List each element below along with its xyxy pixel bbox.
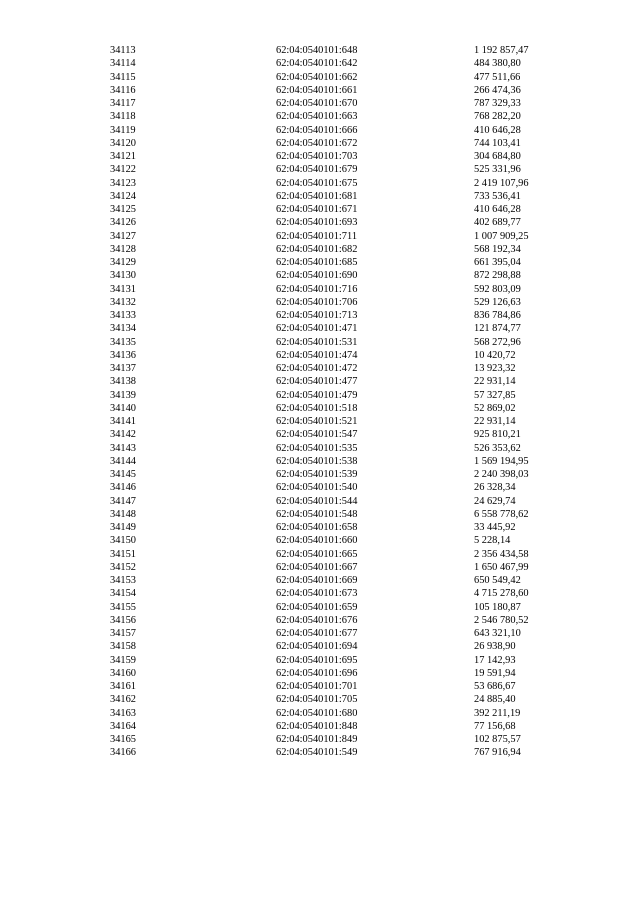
cadastral-number: 62:04:0540101:535 <box>276 442 358 454</box>
cadastral-value: 102 875,57 <box>474 734 521 745</box>
cadastral-value: 568 192,34 <box>474 243 521 255</box>
row-number: 34150 <box>110 535 136 547</box>
cadastral-value: 1 650 467,99 <box>474 561 529 573</box>
cadastral-number: 62:04:0540101:680 <box>276 707 358 719</box>
cadastral-number: 62:04:0540101:705 <box>276 694 358 706</box>
row-number: 34128 <box>110 243 136 255</box>
row-number: 34135 <box>110 336 136 348</box>
cadastral-number: 62:04:0540101:672 <box>276 137 358 149</box>
cadastral-value: 410 646,28 <box>474 124 521 136</box>
row-number: 34145 <box>110 469 136 480</box>
cadastral-value: 529 126,63 <box>474 296 521 308</box>
cadastral-value: 26 328,34 <box>474 482 516 494</box>
row-number: 34130 <box>110 270 136 282</box>
cadastral-value: 53 686,67 <box>474 681 516 692</box>
cadastral-value: 872 298,88 <box>474 270 521 282</box>
cadastral-number: 62:04:0540101:539 <box>276 469 358 480</box>
cadastral-number: 62:04:0540101:696 <box>276 667 358 679</box>
cadastral-value: 568 272,96 <box>474 336 521 348</box>
row-number: 34152 <box>110 561 136 573</box>
table-row <box>0 336 640 349</box>
table-row <box>0 230 640 243</box>
cadastral-number: 62:04:0540101:662 <box>276 71 358 83</box>
cadastral-number: 62:04:0540101:660 <box>276 535 358 547</box>
cadastral-number: 62:04:0540101:848 <box>276 720 358 732</box>
cadastral-value: 526 353,62 <box>474 442 521 454</box>
row-number: 34160 <box>110 667 136 679</box>
row-number: 34133 <box>110 310 136 321</box>
table-row <box>0 548 640 561</box>
table-row <box>0 495 640 508</box>
table-row <box>0 349 640 362</box>
row-number: 34113 <box>110 45 136 56</box>
table-row <box>0 389 640 402</box>
cadastral-number: 62:04:0540101:669 <box>276 575 358 586</box>
cadastral-value: 4 715 278,60 <box>474 588 529 600</box>
table-row <box>0 256 640 269</box>
table-row <box>0 455 640 468</box>
cadastral-number: 62:04:0540101:701 <box>276 681 358 692</box>
cadastral-number: 62:04:0540101:663 <box>276 111 358 123</box>
table-row <box>0 190 640 203</box>
table-row <box>0 415 640 428</box>
cadastral-number: 62:04:0540101:479 <box>276 389 358 401</box>
cadastral-number: 62:04:0540101:665 <box>276 548 358 560</box>
cadastral-value: 6 558 778,62 <box>474 508 529 520</box>
cadastral-number: 62:04:0540101:659 <box>276 601 358 613</box>
row-number: 34154 <box>110 588 136 600</box>
cadastral-number: 62:04:0540101:849 <box>276 734 358 745</box>
cadastral-value: 484 380,80 <box>474 58 521 70</box>
cadastral-value: 22 931,14 <box>474 416 516 427</box>
cadastral-number: 62:04:0540101:675 <box>276 177 358 189</box>
cadastral-number: 62:04:0540101:671 <box>276 204 358 215</box>
cadastral-number: 62:04:0540101:648 <box>276 45 358 56</box>
table-row <box>0 71 640 84</box>
row-number: 34151 <box>110 548 136 560</box>
cadastral-value: 52 869,02 <box>474 402 516 414</box>
table-row <box>0 587 640 600</box>
cadastral-number: 62:04:0540101:685 <box>276 257 358 268</box>
table-row <box>0 269 640 282</box>
cadastral-number: 62:04:0540101:670 <box>276 98 358 109</box>
cadastral-value: 925 810,21 <box>474 429 521 441</box>
cadastral-value: 22 931,14 <box>474 376 516 388</box>
table-row <box>0 309 640 322</box>
table-row <box>0 746 640 759</box>
cadastral-number: 62:04:0540101:540 <box>276 482 358 494</box>
row-number: 34147 <box>110 495 136 507</box>
cadastral-number: 62:04:0540101:695 <box>276 654 358 666</box>
row-number: 34140 <box>110 402 136 414</box>
table-row <box>0 574 640 587</box>
row-number: 34136 <box>110 349 136 361</box>
table-row <box>0 57 640 70</box>
row-number: 34115 <box>110 71 136 83</box>
table-row <box>0 97 640 110</box>
table-row <box>0 375 640 388</box>
row-number: 34141 <box>110 416 136 427</box>
table-row <box>0 654 640 667</box>
row-number: 34118 <box>110 111 136 123</box>
cadastral-number: 62:04:0540101:658 <box>276 522 358 533</box>
cadastral-value: 1 007 909,25 <box>474 230 529 242</box>
cadastral-number: 62:04:0540101:693 <box>276 217 358 229</box>
table-row <box>0 521 640 534</box>
table-row <box>0 124 640 137</box>
row-number: 34157 <box>110 628 136 639</box>
row-number: 34116 <box>110 84 136 96</box>
cadastral-number: 62:04:0540101:673 <box>276 588 358 600</box>
cadastral-value: 525 331,96 <box>474 164 521 176</box>
table-row <box>0 84 640 97</box>
row-number: 34146 <box>110 482 136 494</box>
cadastral-number: 62:04:0540101:531 <box>276 336 358 348</box>
cadastral-number: 62:04:0540101:544 <box>276 495 358 507</box>
table-row <box>0 534 640 547</box>
cadastral-number: 62:04:0540101:474 <box>276 349 358 361</box>
cadastral-value: 733 536,41 <box>474 190 521 202</box>
cadastral-number: 62:04:0540101:667 <box>276 561 358 573</box>
cadastral-value: 26 938,90 <box>474 641 516 653</box>
row-number: 34134 <box>110 323 136 335</box>
row-number: 34129 <box>110 257 136 268</box>
row-number: 34148 <box>110 508 136 520</box>
cadastral-value: 105 180,87 <box>474 601 521 613</box>
row-number: 34117 <box>110 98 136 109</box>
table-row <box>0 163 640 176</box>
cadastral-value: 2 240 398,03 <box>474 469 529 480</box>
cadastral-number: 62:04:0540101:666 <box>276 124 358 136</box>
table-row <box>0 362 640 375</box>
table-row <box>0 402 640 415</box>
cadastral-value: 643 321,10 <box>474 628 521 639</box>
cadastral-value: 121 874,77 <box>474 323 521 335</box>
cadastral-number: 62:04:0540101:547 <box>276 429 358 441</box>
cadastral-value: 836 784,86 <box>474 310 521 321</box>
row-number: 34124 <box>110 190 136 202</box>
row-number: 34158 <box>110 641 136 653</box>
row-number: 34143 <box>110 442 136 454</box>
cadastral-value: 2 546 780,52 <box>474 614 529 626</box>
table-row <box>0 322 640 335</box>
cadastral-number: 62:04:0540101:521 <box>276 416 358 427</box>
table-row <box>0 44 640 57</box>
cadastral-number: 62:04:0540101:703 <box>276 151 358 162</box>
table-row <box>0 508 640 521</box>
table-row <box>0 243 640 256</box>
cadastral-number: 62:04:0540101:682 <box>276 243 358 255</box>
row-number: 34139 <box>110 389 136 401</box>
row-number: 34123 <box>110 177 136 189</box>
cadastral-number: 62:04:0540101:694 <box>276 641 358 653</box>
cadastral-value: 266 474,36 <box>474 84 521 96</box>
row-number: 34162 <box>110 694 136 706</box>
row-number: 34165 <box>110 734 136 745</box>
cadastral-value: 787 329,33 <box>474 98 521 109</box>
row-number: 34161 <box>110 681 136 692</box>
table-row <box>0 667 640 680</box>
table-row <box>0 627 640 640</box>
cadastral-value: 17 142,93 <box>474 654 516 666</box>
table-row <box>0 442 640 455</box>
cadastral-value: 1 192 857,47 <box>474 45 529 56</box>
row-number: 34149 <box>110 522 136 533</box>
row-number: 34122 <box>110 164 136 176</box>
cadastral-value: 2 419 107,96 <box>474 177 529 189</box>
row-number: 34159 <box>110 654 136 666</box>
row-number: 34142 <box>110 429 136 441</box>
cadastral-number: 62:04:0540101:549 <box>276 747 358 759</box>
cadastral-value: 1 569 194,95 <box>474 455 529 467</box>
row-number: 34163 <box>110 707 136 719</box>
row-number: 34137 <box>110 363 136 374</box>
table-row <box>0 137 640 150</box>
cadastral-value: 592 803,09 <box>474 283 521 295</box>
cadastral-number: 62:04:0540101:706 <box>276 296 358 308</box>
cadastral-number: 62:04:0540101:711 <box>276 230 358 242</box>
cadastral-number: 62:04:0540101:548 <box>276 508 358 520</box>
cadastral-number: 62:04:0540101:477 <box>276 376 358 388</box>
cadastral-value: 2 356 434,58 <box>474 548 529 560</box>
cadastral-number: 62:04:0540101:713 <box>276 310 358 321</box>
table-row <box>0 601 640 614</box>
table-row <box>0 150 640 163</box>
table-row <box>0 680 640 693</box>
cadastral-value: 13 923,32 <box>474 363 516 374</box>
table-row <box>0 428 640 441</box>
row-number: 34121 <box>110 151 136 162</box>
table-row <box>0 707 640 720</box>
table-row <box>0 283 640 296</box>
row-number: 34156 <box>110 614 136 626</box>
cadastral-value: 77 156,68 <box>474 720 516 732</box>
cadastral-value-table <box>0 44 640 760</box>
table-row <box>0 481 640 494</box>
table-row <box>0 216 640 229</box>
table-row <box>0 561 640 574</box>
cadastral-value: 650 549,42 <box>474 575 521 586</box>
cadastral-number: 62:04:0540101:642 <box>276 58 358 70</box>
cadastral-value: 24 885,40 <box>474 694 516 706</box>
cadastral-value: 477 511,66 <box>474 71 521 83</box>
cadastral-value: 10 420,72 <box>474 349 516 361</box>
cadastral-number: 62:04:0540101:471 <box>276 323 358 335</box>
cadastral-number: 62:04:0540101:679 <box>276 164 358 176</box>
cadastral-value: 768 282,20 <box>474 111 521 123</box>
cadastral-value: 19 591,94 <box>474 667 516 679</box>
table-row <box>0 720 640 733</box>
row-number: 34120 <box>110 137 136 149</box>
row-number: 34138 <box>110 376 136 388</box>
row-number: 34125 <box>110 204 136 215</box>
cadastral-value: 410 646,28 <box>474 204 521 215</box>
row-number: 34153 <box>110 575 136 586</box>
row-number: 34127 <box>110 230 136 242</box>
row-number: 34114 <box>110 58 136 70</box>
table-row <box>0 640 640 653</box>
table-row <box>0 177 640 190</box>
row-number: 34132 <box>110 296 136 308</box>
table-row <box>0 733 640 746</box>
cadastral-value: 304 684,80 <box>474 151 521 162</box>
row-number: 34144 <box>110 455 136 467</box>
cadastral-number: 62:04:0540101:716 <box>276 283 358 295</box>
cadastral-number: 62:04:0540101:472 <box>276 363 358 374</box>
table-row <box>0 614 640 627</box>
cadastral-number: 62:04:0540101:677 <box>276 628 358 639</box>
cadastral-number: 62:04:0540101:538 <box>276 455 358 467</box>
cadastral-value: 57 327,85 <box>474 389 516 401</box>
cadastral-number: 62:04:0540101:661 <box>276 84 358 96</box>
cadastral-value: 33 445,92 <box>474 522 516 533</box>
cadastral-number: 62:04:0540101:681 <box>276 190 358 202</box>
cadastral-value: 392 211,19 <box>474 707 521 719</box>
table-row <box>0 296 640 309</box>
cadastral-number: 62:04:0540101:690 <box>276 270 358 282</box>
cadastral-number: 62:04:0540101:676 <box>276 614 358 626</box>
cadastral-value: 661 395,04 <box>474 257 521 268</box>
cadastral-value: 5 228,14 <box>474 535 511 547</box>
cadastral-number: 62:04:0540101:518 <box>276 402 358 414</box>
table-row <box>0 468 640 481</box>
row-number: 34131 <box>110 283 136 295</box>
cadastral-value: 767 916,94 <box>474 747 521 759</box>
row-number: 34155 <box>110 601 136 613</box>
row-number: 34126 <box>110 217 136 229</box>
table-row <box>0 693 640 706</box>
row-number: 34164 <box>110 720 136 732</box>
table-row <box>0 110 640 123</box>
cadastral-value: 402 689,77 <box>474 217 521 229</box>
cadastral-value: 24 629,74 <box>474 495 516 507</box>
table-row <box>0 203 640 216</box>
row-number: 34166 <box>110 747 136 759</box>
row-number: 34119 <box>110 124 136 136</box>
cadastral-value: 744 103,41 <box>474 137 521 149</box>
